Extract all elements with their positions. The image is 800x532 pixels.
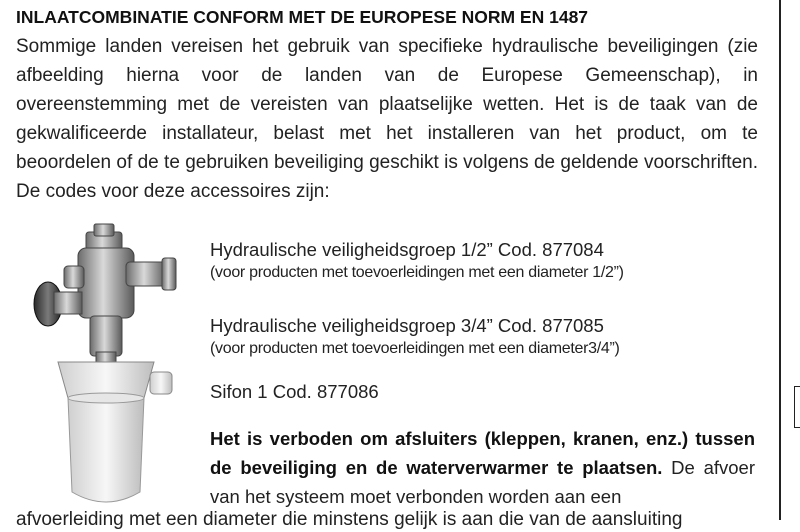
warning-bold-text: Het is verboden om afsluiters (kleppen, kranen, enz.) tussen de beveiliging en de waterverwarmer te plaatsen. <box>210 428 755 478</box>
page-frame-marker <box>794 386 800 428</box>
warning-paragraph <box>210 424 755 511</box>
section-heading: INLAATCOMBINATIE CONFORM MET DE EUROPESE NORM EN 1487 <box>16 7 589 27</box>
cutoff-line: afvoerleiding met een diameter die minstens gelijk is aan die van de aansluiting <box>16 509 683 530</box>
safety-group-siphon-image <box>24 222 194 510</box>
accessory-1-note: (voor producten met toevoerleidingen met een diameter 1/2”) <box>210 264 624 281</box>
intro-paragraph: Sommige landen vereisen het gebruik van specifieke hydraulische beveiligingen (zie afbeelding hierna voor de landen van de Europese Gemeenschap), in overeenstemming met de vereisten van plaatselijke wetten. Het is de taak van de gekwalificeerde installateur, belast met het installeren van het product, om te beoordelen of de te gebruiken beveiliging geschikt is volgens de geldende voorschriften. De codes voor deze accessoires zijn: <box>16 36 758 202</box>
page-frame-divider <box>779 0 781 520</box>
accessory-1-label: Hydraulische veiligheidsgroep 1/2” Cod. 877084 <box>210 239 604 260</box>
accessory-2-note: (voor producten met toevoerleidingen met een diameter3/4”) <box>210 340 620 357</box>
warning-rest-text: De afvoer van het systeem moet verbonden worden aan een <box>210 457 755 507</box>
accessory-2-label: Hydraulische veiligheidsgroep 3/4” Cod. 877085 <box>210 315 604 336</box>
accessory-3-label: Sifon 1 Cod. 877086 <box>210 381 379 402</box>
